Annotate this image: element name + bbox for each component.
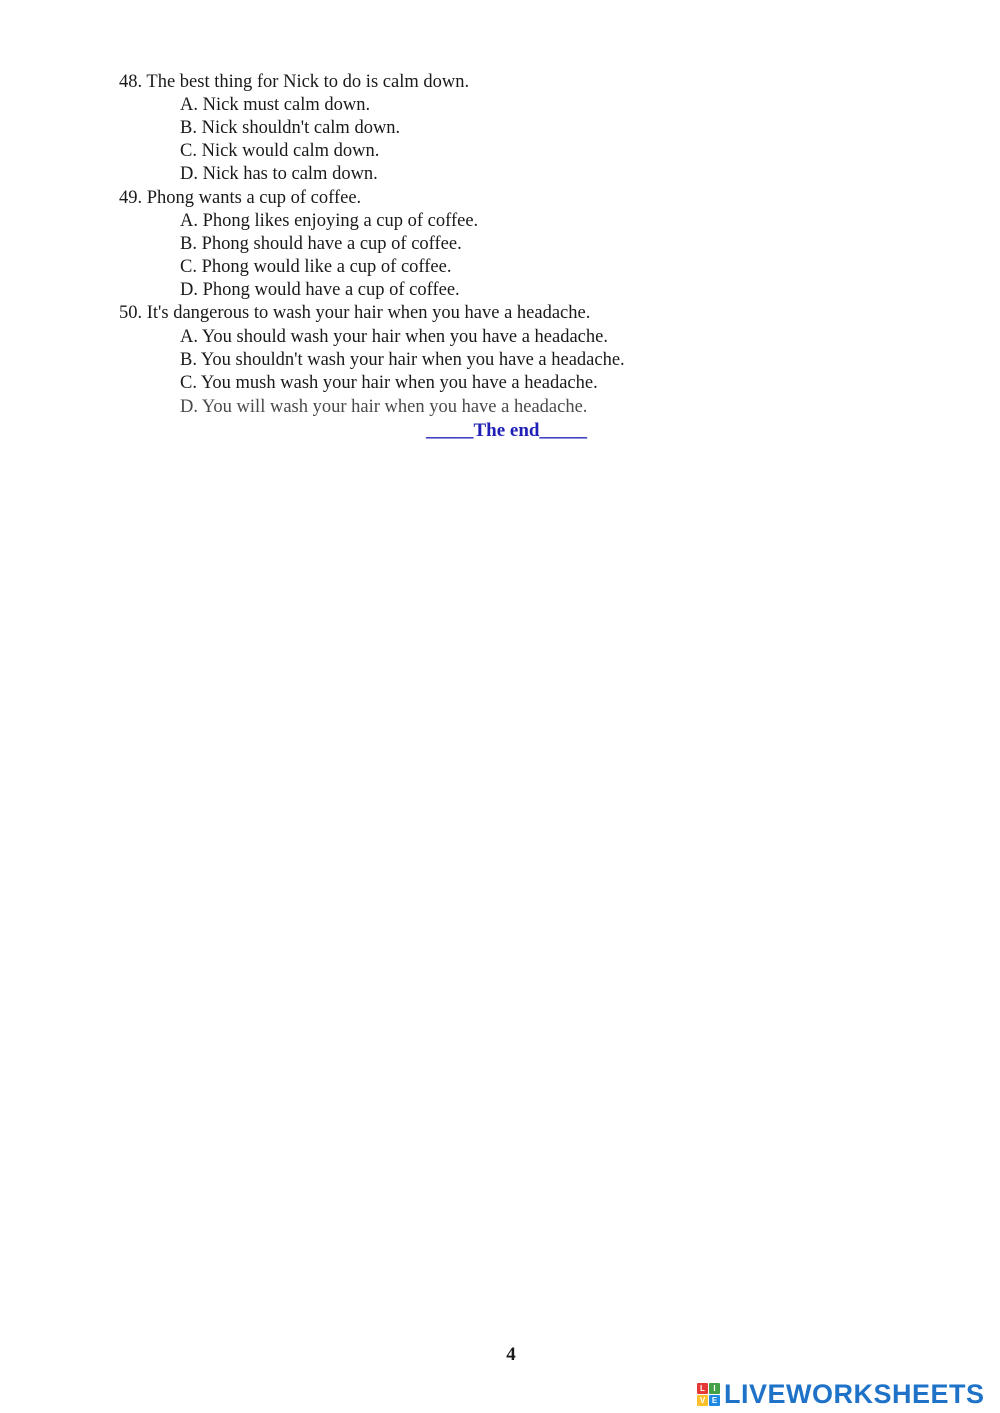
option-48-d: D. Nick has to calm down.	[180, 164, 378, 184]
option-48-c: C. Nick would calm down.	[180, 141, 380, 161]
option-48-a: A. Nick must calm down.	[180, 95, 371, 115]
logo-cell: L	[697, 1383, 708, 1394]
question-50: 50. It's dangerous to wash your hair when you have a headache.	[119, 303, 591, 323]
liveworksheets-logo	[697, 1378, 985, 1410]
logo-cell: I	[709, 1383, 720, 1394]
page-number: 4	[506, 1344, 516, 1365]
option-50-d: D. You will wash your hair when you have a headache.	[180, 397, 588, 417]
logo-grid-icon	[697, 1383, 720, 1406]
option-48-b: B. Nick shouldn't calm down.	[180, 118, 401, 138]
option-49-d: D. Phong would have a cup of coffee.	[180, 280, 460, 300]
option-50-a: A. You should wash your hair when you have a headache.	[180, 327, 608, 347]
end-marker: _____The end_____	[426, 420, 587, 441]
question-48: 48. The best thing for Nick to do is calm down.	[119, 72, 470, 92]
option-49-b: B. Phong should have a cup of coffee.	[180, 234, 462, 254]
option-50-b: B. You shouldn't wash your hair when you have a headache.	[180, 350, 625, 370]
question-49: 49. Phong wants a cup of coffee.	[119, 188, 362, 208]
option-50-c: C. You mush wash your hair when you have a headache.	[180, 373, 598, 393]
logo-cell: V	[697, 1395, 708, 1406]
option-49-c: C. Phong would like a cup of coffee.	[180, 257, 452, 277]
brand-name: LIVEWORKSHEETS	[724, 1378, 985, 1409]
option-49-a: A. Phong likes enjoying a cup of coffee.	[180, 211, 479, 231]
logo-cell: E	[709, 1395, 720, 1406]
